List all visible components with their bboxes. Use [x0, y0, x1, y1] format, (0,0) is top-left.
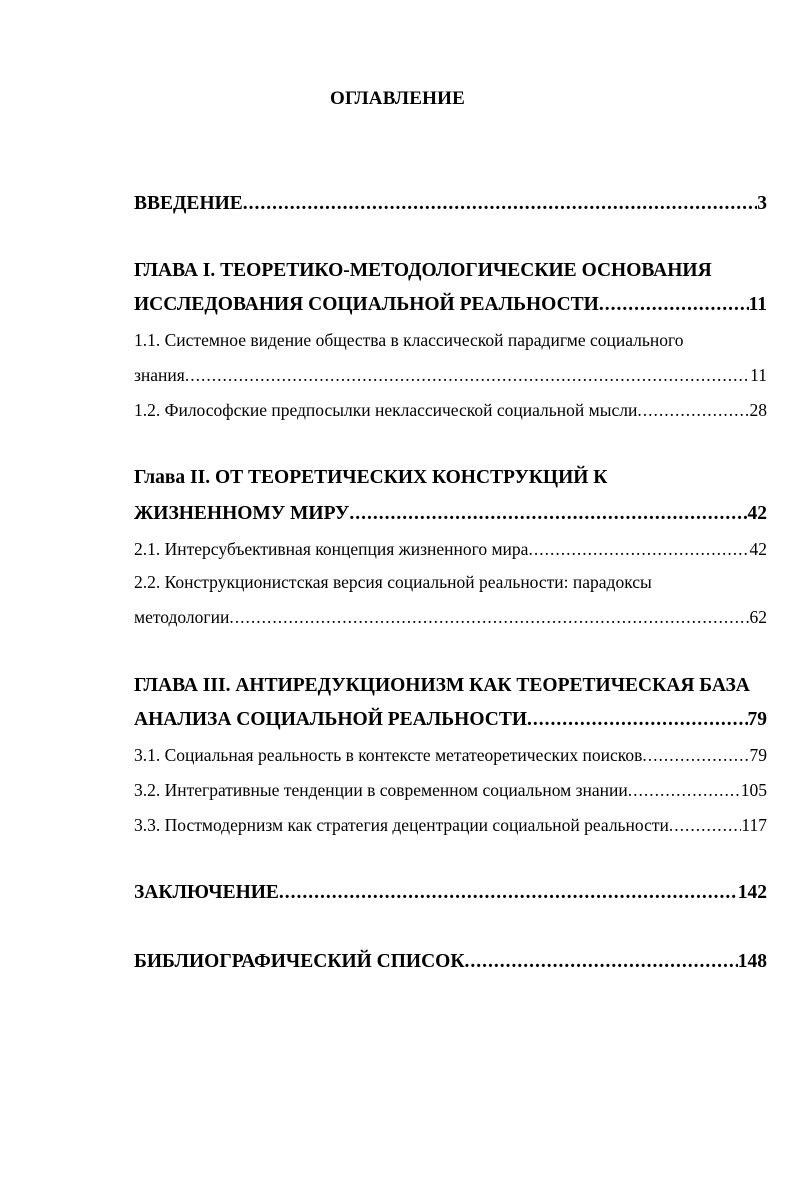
toc-entry-label: ЖИЗНЕННОМУ МИРУ	[134, 503, 350, 524]
toc-entry-label: знания	[134, 365, 185, 385]
toc-section-1-2[interactable]	[134, 396, 767, 424]
toc-page-number: 28	[749, 400, 767, 420]
toc-entry-label: 1.1. Системное видение общества в классической парадигме социального	[134, 330, 684, 350]
toc-entry-label: Глава II. ОТ ТЕОРЕТИЧЕСКИХ КОНСТРУКЦИЙ К	[134, 467, 608, 488]
toc-section-2-1[interactable]	[134, 535, 767, 563]
dot-leader	[464, 948, 737, 976]
toc-entry-label: 3.1. Социальная реальность в контексте метатеоретических поисков	[134, 745, 643, 765]
page-title: ОГЛАВЛЕНИЕ	[330, 88, 465, 109]
toc-section-3-3[interactable]	[134, 811, 767, 839]
toc-entry-label: ИССЛЕДОВАНИЯ СОЦИАЛЬНОЙ РЕАЛЬНОСТИ	[134, 294, 599, 315]
toc-entry-label: ВВЕДЕНИЕ	[134, 193, 243, 214]
toc-entry-label: 3.3. Постмодернизм как стратегия децентрации социальной реальности	[134, 815, 669, 835]
toc-section-2-2-line2[interactable]	[134, 603, 767, 631]
toc-entry-label: БИБЛИОГРАФИЧЕСКИЙ СПИСОК	[134, 951, 465, 972]
dot-leader	[599, 291, 749, 319]
toc-page-number: 148	[737, 951, 767, 972]
dot-leader	[185, 361, 750, 389]
dot-leader	[637, 396, 749, 424]
toc-page-number: 79	[747, 709, 767, 730]
dot-leader	[628, 776, 741, 804]
toc-page-number: 105	[740, 780, 767, 800]
toc-page-number: 3	[757, 193, 767, 214]
toc-entry-label: ГЛАВА III. АНТИРЕДУКЦИОНИЗМ КАК ТЕОРЕТИЧЕСКАЯ БАЗА	[134, 675, 750, 696]
toc-entry-bibliography[interactable]	[134, 948, 767, 976]
toc-chapter-1-title-line2[interactable]	[134, 291, 767, 319]
toc-page-number: 11	[748, 294, 767, 315]
toc-chapter-2-title-line1[interactable]	[134, 464, 767, 492]
toc-page-number: 11	[750, 365, 767, 385]
toc-chapter-1-title-line1[interactable]	[134, 257, 767, 285]
toc-entry-label: ГЛАВА I. ТЕОРЕТИКО-МЕТОДОЛОГИЧЕСКИЕ ОСНОВАНИЯ	[134, 260, 712, 281]
toc-entry-label: 2.2. Конструкционистская версия социальной реальности: парадоксы	[134, 572, 652, 592]
toc-page-number: 42	[749, 539, 767, 559]
toc-section-2-2-line1[interactable]	[134, 568, 767, 596]
toc-page-number: 62	[749, 607, 767, 627]
toc-entry-label: 1.2. Философские предпосылки неклассической социальной мысли	[134, 400, 638, 420]
dot-leader	[527, 706, 748, 734]
toc-section-3-2[interactable]	[134, 776, 767, 804]
toc-entry-label: АНАЛИЗА СОЦИАЛЬНОЙ РЕАЛЬНОСТИ	[134, 709, 527, 730]
toc-chapter-3-title-line2[interactable]	[134, 706, 767, 734]
toc-chapter-3-title-line1[interactable]	[134, 672, 767, 700]
toc-section-3-1[interactable]	[134, 741, 767, 769]
toc-entry-conclusion[interactable]	[134, 879, 767, 907]
toc-entry-label: ЗАКЛЮЧЕНИЕ	[134, 882, 279, 903]
toc-page-number: 117	[741, 815, 767, 835]
toc-page-number: 42	[747, 503, 767, 524]
dot-leader	[669, 811, 742, 839]
toc-page-number: 142	[737, 882, 767, 903]
toc-entry-label: методологии	[134, 607, 230, 627]
toc-entry-intro[interactable]	[134, 190, 767, 218]
dot-leader	[528, 535, 749, 563]
toc-entry-label: 3.2. Интегративные тенденции в современном социальном знании	[134, 780, 628, 800]
dot-leader	[229, 603, 749, 631]
toc-section-1-1-line1[interactable]	[134, 326, 767, 354]
toc-page-number: 79	[749, 745, 767, 765]
toc-entry-label: 2.1. Интерсубъективная концепция жизненного мира	[134, 539, 529, 559]
toc-section-1-1-line2[interactable]	[134, 361, 767, 389]
dot-leader	[349, 500, 747, 528]
dot-leader	[642, 741, 749, 769]
toc-chapter-2-title-line2[interactable]	[134, 500, 767, 528]
dot-leader	[243, 190, 757, 218]
dot-leader	[279, 879, 738, 907]
